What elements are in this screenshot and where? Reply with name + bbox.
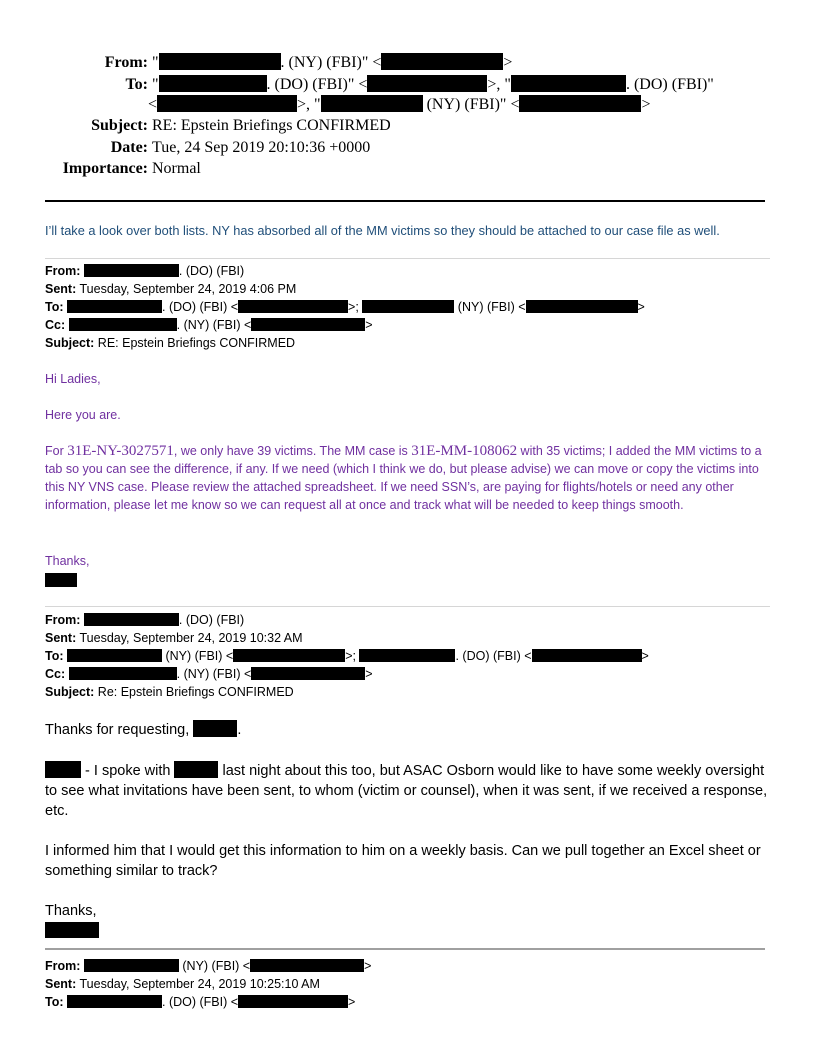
redaction [238, 300, 348, 313]
message-divider [45, 606, 770, 607]
email4-from-row: From: (NY) (FBI) < > [45, 959, 372, 973]
redaction [45, 573, 77, 587]
redaction [157, 95, 297, 112]
importance-value: Normal [152, 160, 201, 177]
redaction [359, 649, 455, 662]
redaction [367, 75, 487, 92]
from-value: " . (NY) (FBI)" < > [152, 54, 513, 71]
redaction [233, 649, 345, 662]
email4-to-row: To: . (DO) (FBI) < > [45, 995, 356, 1009]
email3-headers [45, 611, 775, 701]
redaction [251, 318, 365, 331]
header-divider [45, 200, 765, 202]
header-from-row [0, 52, 816, 74]
email2-line: Here you are. [45, 408, 121, 422]
email4-headers [45, 957, 775, 1011]
to-value: " . (DO) (FBI)" < >, " . (DO) (FBI)" [152, 76, 714, 93]
redaction [67, 649, 162, 662]
subject-label: Subject: [91, 117, 148, 134]
case-number: 31E-NY-3027571 [67, 443, 174, 459]
header-importance-row [0, 158, 816, 180]
redaction [238, 995, 348, 1008]
to-value-cont: < >, " (NY) (FBI)" < > [148, 96, 651, 113]
redaction [193, 720, 237, 737]
header-date-row [0, 137, 816, 159]
redaction [84, 613, 179, 626]
redaction [69, 667, 177, 680]
header-to-row [0, 74, 816, 96]
redaction [84, 264, 179, 277]
email3-thanks: Thanks, [45, 903, 97, 919]
redaction [45, 922, 99, 938]
redaction [45, 761, 81, 778]
date-label: Date: [110, 139, 148, 156]
redaction [526, 300, 638, 313]
header-subject-row [0, 115, 816, 137]
email2-greeting: Hi Ladies, [45, 372, 101, 386]
email3-sent-row: Sent: Tuesday, September 24, 2019 10:32 AM [45, 631, 303, 645]
email2-to-row: To: . (DO) (FBI) < >; (NY) (FBI) < > [45, 300, 645, 314]
case-number: 31E-MM-108062 [411, 443, 518, 459]
redaction [67, 300, 162, 313]
subject-value: RE: Epstein Briefings CONFIRMED [152, 117, 391, 134]
email2-sent-row: Sent: Tuesday, September 24, 2019 4:06 PM [45, 282, 297, 296]
redaction [159, 75, 267, 92]
email2-paragraph: For 31E-NY-3027571, we only have 39 victims. The MM case is 31E-MM-108062 with 35 victims; I added the MM victims to a tab so you can see the difference, if any. If we need (which I think we do, but please advise) we can move or copy the victims into this NY VNS case. Please review the attached spreadsheet. If we need SSN’s, are paying for flights/hotels or need any other information, please let me know so we can request all at once and track what will be needed to keep things smooth. [45, 443, 762, 512]
email3-cc-row: Cc: . (NY) (FBI) < > [45, 667, 373, 681]
redaction [174, 761, 218, 778]
redaction [362, 300, 454, 313]
message-divider [45, 258, 770, 259]
email2-thanks: Thanks, [45, 554, 90, 568]
header-to-row-2 [0, 94, 816, 116]
email3-signature [45, 922, 775, 940]
redaction [511, 75, 626, 92]
to-label: To: [125, 76, 148, 93]
redaction [321, 95, 423, 112]
email3-subject-row: Subject: Re: Epstein Briefings CONFIRMED [45, 685, 294, 699]
message-divider [45, 948, 765, 950]
email2-subject-row: Subject: RE: Epstein Briefings CONFIRMED [45, 336, 296, 350]
from-label: From: [104, 54, 148, 71]
email3-from-row: From: . (DO) (FBI) [45, 613, 245, 627]
email2-signature [45, 572, 775, 590]
redaction [532, 649, 642, 662]
email3-thanks-requesting: Thanks for requesting, . [45, 722, 242, 738]
email2-cc-row: Cc: . (NY) (FBI) < > [45, 318, 373, 332]
importance-label: Importance: [62, 160, 148, 177]
email2-headers [45, 262, 775, 352]
redaction [519, 95, 641, 112]
email3-paragraph-2: I informed him that I would get this information to him on a weekly basis. Can we pull together an Excel sheet or something similar to track? [45, 843, 761, 879]
date-value: Tue, 24 Sep 2019 20:10:36 +0000 [152, 139, 371, 156]
redaction [67, 995, 162, 1008]
reply-message: I’ll take a look over both lists. NY has absorbed all of the MM victims so they should be attached to our case file as well. [45, 223, 720, 238]
email4-sent-row: Sent: Tuesday, September 24, 2019 10:25:10 AM [45, 977, 320, 991]
redaction [84, 959, 179, 972]
redaction [69, 318, 177, 331]
redaction [381, 53, 503, 70]
email3-paragraph-1: - I spoke with last night about this too, but ASAC Osborn would like to have some weekly oversight to see what invitations have been sent, to whom (victim or counsel), when it was sent, if we received a response, etc. [45, 763, 768, 819]
email2-from-row: From: . (DO) (FBI) [45, 264, 245, 278]
redaction [250, 959, 364, 972]
redaction [251, 667, 365, 680]
email3-to-row: To: (NY) (FBI) < >; . (DO) (FBI) < > [45, 649, 649, 663]
redaction [159, 53, 281, 70]
